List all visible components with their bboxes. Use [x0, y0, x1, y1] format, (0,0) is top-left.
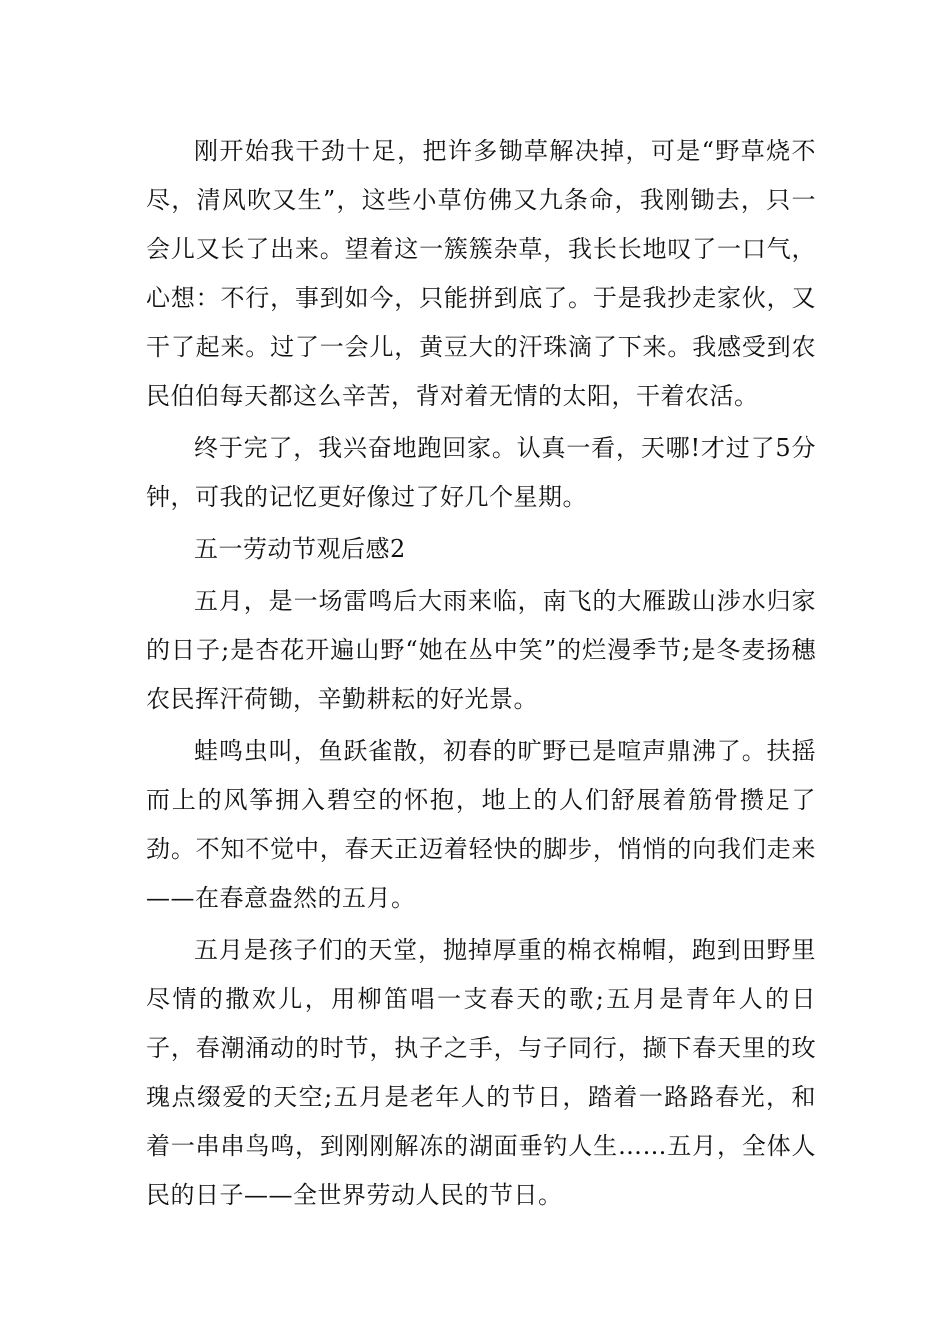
document-body — [146, 127, 816, 1220]
paragraph: 五月是孩子们的天堂，抛掉厚重的棉衣棉帽，跑到田野里尽情的撒欢儿，用柳笛唱一支春天的歌;五月是青年人的日子，春潮涌动的时节，执子之手，与子同行，撷下春天里的玫瑰点缀爱的天空;五月是老年人的节日，踏着一路路春光，和着一串串鸟鸣，到刚刚解冻的湖面垂钓人生……五月，全体人民的日子——全世界劳动人民的节日。 — [146, 936, 816, 1209]
paragraph: 刚开始我干劲十足，把许多锄草解决掉，可是“野草烧不尽，清风吹又生”，这些小草仿佛又九条命，我刚锄去，只一会儿又长了出来。望着这一簇簇杂草，我长长地叹了一口气，心想：不行，事到如今，只能拼到底了。于是我抄走家伙，又干了起来。过了一会儿，黄豆大的汗珠滴了下来。我感受到农民伯伯每天都这么辛苦，背对着无情的太阳，干着农活。 — [146, 137, 816, 410]
paragraph: 终于完了，我兴奋地跑回家。认真一看，天哪!才过了5分钟，可我的记忆更好像过了好几个星期。 — [146, 434, 816, 511]
paragraph: 五月，是一场雷鸣后大雨来临，南飞的大雁跋山涉水归家的日子;是杏花开遍山野“她在丛中笑”的烂漫季节;是冬麦扬穗农民挥汗荷锄，辛勤耕耘的好光景。 — [146, 587, 816, 713]
section-title: 五一劳动节观后感2 — [194, 535, 406, 563]
paragraph: 蛙鸣虫叫，鱼跃雀散，初春的旷野已是喧声鼎沸了。扶摇而上的风筝拥入碧空的怀抱，地上的人们舒展着筋骨攒足了劲。不知不觉中，春天正迈着轻快的脚步，悄悄的向我们走来——在春意盎然的五月。 — [146, 737, 816, 912]
